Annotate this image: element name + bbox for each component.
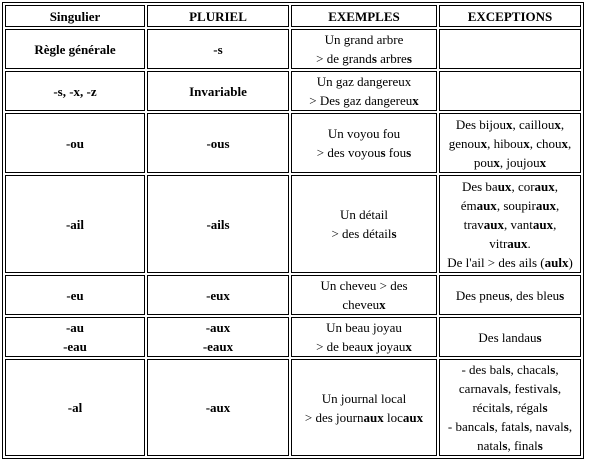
- exceptions-cell-line: [442, 234, 578, 253]
- text-segment: arbre: [376, 51, 407, 66]
- text-segment: , naval: [529, 419, 564, 434]
- text-segment: De l'ail > des ails (: [447, 254, 545, 270]
- text-segment: - bancal: [447, 419, 490, 434]
- exemples-cell-line: [294, 224, 434, 243]
- plural-ending: x: [523, 135, 530, 151]
- singulier-cell: [5, 29, 145, 69]
- text-segment: carnaval: [458, 381, 503, 396]
- plural-ending: aux: [402, 409, 424, 425]
- pluriel-cell-line: -s: [213, 41, 223, 57]
- exceptions-cell: [439, 113, 581, 173]
- table-row: [5, 71, 581, 111]
- text-segment: natal: [477, 438, 503, 453]
- text-segment: , caillou: [512, 116, 555, 132]
- exceptions-cell-line: [442, 417, 578, 436]
- text-segment: Un cheveu > des: [320, 278, 408, 293]
- exceptions-cell: [439, 317, 581, 357]
- exceptions-cell-line: [442, 379, 578, 398]
- text-segment: > de grand: [316, 51, 372, 66]
- exemples-cell-line: [294, 276, 434, 295]
- singulier-cell: [5, 113, 145, 173]
- exceptions-cell-line: [442, 360, 578, 379]
- plural-ending: x: [554, 116, 561, 132]
- singulier-cell-line: -ail: [65, 216, 85, 232]
- singulier-cell: [5, 359, 145, 456]
- singulier-cell-line: -al: [67, 400, 83, 415]
- exceptions-cell-line: [442, 115, 578, 134]
- singulier-cell-line: -s, -x, -z: [53, 83, 97, 99]
- pluriel-cell-line: -eux: [206, 287, 230, 303]
- plural-ending: x: [561, 135, 568, 151]
- exemples-cell-line: [294, 91, 434, 110]
- exemples-cell: [291, 275, 437, 315]
- exceptions-cell-line: [442, 153, 578, 172]
- table-row: [5, 359, 581, 456]
- text-segment: Un voyou fou: [327, 126, 401, 141]
- header-exemples: EXEMPLES: [291, 5, 437, 27]
- pluriel-cell-line: -ous: [206, 135, 230, 151]
- exceptions-cell: [439, 359, 581, 456]
- plural-ending: s: [406, 51, 412, 66]
- text-segment: Un détail: [339, 207, 388, 222]
- plural-ending: x: [366, 339, 374, 354]
- plural-ending: s: [537, 438, 543, 453]
- plural-ending: s: [504, 400, 510, 415]
- text-segment: , joujou: [499, 154, 540, 170]
- plural-ending: s: [563, 419, 569, 434]
- text-segment: > des journ: [304, 409, 364, 425]
- exemples-cell-line: [294, 295, 434, 314]
- text-segment: , chacal: [510, 362, 551, 377]
- text-segment: , festival: [508, 381, 553, 396]
- text-segment: cheveu: [342, 297, 380, 312]
- plural-ending: aux: [476, 197, 497, 213]
- plural-ending: x: [480, 135, 488, 151]
- exemples-cell-line: [294, 205, 434, 224]
- pluriel-cell: [147, 275, 289, 315]
- pluriel-cell: [147, 317, 289, 357]
- plural-ending: x: [493, 154, 500, 170]
- exceptions-cell-line: [442, 286, 578, 305]
- text-segment: Un journal local: [321, 390, 407, 406]
- singulier-cell: [5, 317, 145, 357]
- exemples-cell: [291, 359, 437, 456]
- table-row: [5, 175, 581, 273]
- text-segment: , chou: [529, 135, 562, 151]
- text-segment: Un grand arbre: [324, 32, 404, 47]
- text-segment: ,: [553, 216, 557, 232]
- plural-ending: s: [380, 145, 386, 160]
- exceptions-cell-line: [442, 253, 578, 272]
- pluriel-cell: [147, 71, 289, 111]
- plural-rules-table: [2, 2, 584, 459]
- pluriel-cell: [147, 113, 289, 173]
- text-segment: loc: [383, 409, 403, 425]
- header-singulier: Singulier: [5, 5, 145, 27]
- plural-ending: aux: [483, 216, 505, 232]
- text-segment: , vant: [504, 216, 533, 232]
- text-segment: > des détail: [331, 226, 392, 241]
- pluriel-cell-line: -eaux: [202, 339, 234, 354]
- text-segment: ,: [556, 197, 560, 213]
- plural-ending: aux: [534, 178, 555, 194]
- exemples-cell-line: [294, 337, 434, 356]
- singulier-cell-line: -eau: [63, 339, 87, 354]
- text-segment: ,: [555, 362, 559, 377]
- text-segment: Des landau: [478, 329, 537, 345]
- exemples-cell: [291, 113, 437, 173]
- plural-ending: s: [542, 400, 548, 415]
- plural-ending: x: [405, 339, 412, 354]
- plural-ending: s: [504, 287, 510, 303]
- pluriel-cell-line: -aux: [205, 320, 231, 335]
- text-segment: > des voyou: [316, 145, 381, 160]
- exemples-cell: [291, 71, 437, 111]
- text-segment: Des pneu: [455, 287, 505, 303]
- singulier-cell-line: -ou: [65, 135, 85, 151]
- exemples-cell-line: [294, 408, 434, 427]
- table-row: [5, 29, 581, 69]
- text-segment: ,: [567, 135, 572, 151]
- header-exceptions: EXCEPTIONS: [439, 5, 581, 27]
- plural-ending: s: [502, 381, 508, 396]
- plural-ending: s: [524, 419, 530, 434]
- plural-ending: s: [505, 362, 511, 377]
- text-segment: ,: [568, 419, 573, 434]
- text-segment: trav: [463, 216, 484, 232]
- text-segment: , des bleu: [509, 287, 560, 303]
- text-segment: ): [568, 254, 573, 270]
- plural-ending: s: [559, 287, 565, 303]
- table-body: [5, 29, 581, 456]
- text-segment: , final: [507, 438, 538, 453]
- plural-ending: x: [379, 297, 386, 312]
- plural-ending: x: [506, 116, 513, 132]
- text-segment: Un gaz dangereux: [316, 74, 412, 89]
- pluriel-cell: [147, 175, 289, 273]
- plural-ending: aux: [507, 235, 528, 251]
- text-segment: ém: [460, 197, 477, 213]
- text-segment: > Des gaz dangereu: [309, 93, 413, 108]
- text-segment: vitr: [489, 235, 508, 251]
- exceptions-cell: [439, 29, 581, 69]
- singulier-cell-line: Règle générale: [34, 41, 116, 57]
- text-segment: , fatal: [494, 419, 525, 434]
- header-pluriel: PLURIEL: [147, 5, 289, 27]
- plural-ending: s: [536, 329, 542, 345]
- text-segment: .: [527, 235, 531, 251]
- pluriel-cell-line: -ails: [206, 216, 230, 232]
- plural-ending: s: [502, 438, 508, 453]
- text-segment: récital: [472, 400, 505, 415]
- plural-ending: s: [391, 226, 397, 241]
- exceptions-cell-line: [442, 196, 578, 215]
- table-row: [5, 275, 581, 315]
- exemples-cell-line: [294, 318, 434, 337]
- singulier-cell-line: -au: [65, 320, 85, 335]
- exemples-cell-line: [294, 143, 434, 162]
- text-segment: Des ba: [461, 178, 498, 194]
- plural-ending: s: [550, 362, 556, 377]
- singulier-cell-line: -eu: [66, 287, 84, 303]
- exceptions-cell-line: [442, 328, 578, 347]
- table-row: [5, 317, 581, 357]
- plural-ending: ux: [497, 178, 512, 194]
- plural-ending: s: [552, 381, 558, 396]
- pluriel-cell: [147, 359, 289, 456]
- exemples-cell: [291, 175, 437, 273]
- text-segment: joyau: [373, 339, 406, 354]
- exceptions-cell-line: [442, 215, 578, 234]
- exceptions-cell-line: [442, 134, 578, 153]
- exceptions-cell: [439, 175, 581, 273]
- text-segment: - des bal: [461, 362, 506, 377]
- table-row: [5, 113, 581, 173]
- exemples-cell-line: [294, 49, 434, 68]
- plural-ending: aux: [532, 216, 554, 232]
- text-segment: genou: [448, 135, 481, 151]
- plural-ending: x: [539, 154, 547, 170]
- text-segment: Un beau joyau: [326, 320, 402, 335]
- plural-ending: s: [371, 51, 377, 66]
- exceptions-cell-line: [442, 398, 578, 417]
- plural-ending: s: [406, 145, 412, 160]
- text-segment: > de beau: [316, 339, 367, 354]
- text-segment: , régal: [510, 400, 543, 415]
- pluriel-cell: [147, 29, 289, 69]
- exemples-cell: [291, 317, 437, 357]
- header-row: [5, 5, 581, 27]
- text-segment: , hibou: [487, 135, 524, 151]
- text-segment: pou: [473, 154, 494, 170]
- exceptions-cell: [439, 71, 581, 111]
- text-segment: fou: [385, 145, 407, 160]
- exceptions-cell-line: [442, 436, 578, 455]
- exemples-cell-line: [294, 30, 434, 49]
- text-segment: Des bijou: [455, 116, 507, 132]
- text-segment: ,: [554, 178, 559, 194]
- exceptions-cell-line: [442, 177, 578, 196]
- text-segment: , soupir: [496, 197, 536, 213]
- exemples-cell-line: [294, 72, 434, 91]
- plural-ending: aux: [363, 409, 384, 425]
- plural-ending: s: [489, 419, 495, 434]
- text-segment: ,: [557, 381, 562, 396]
- exemples-cell-line: [294, 389, 434, 408]
- pluriel-cell-line: -aux: [205, 400, 231, 415]
- exemples-cell: [291, 29, 437, 69]
- singulier-cell: [5, 71, 145, 111]
- plural-ending: aulx: [544, 254, 569, 270]
- pluriel-cell-line: Invariable: [189, 83, 247, 99]
- exceptions-cell: [439, 275, 581, 315]
- singulier-cell: [5, 275, 145, 315]
- singulier-cell: [5, 175, 145, 273]
- text-segment: , cor: [511, 178, 535, 194]
- exemples-cell-line: [294, 124, 434, 143]
- plural-ending: aux: [535, 197, 557, 213]
- plural-ending: x: [412, 93, 419, 108]
- text-segment: ,: [560, 116, 565, 132]
